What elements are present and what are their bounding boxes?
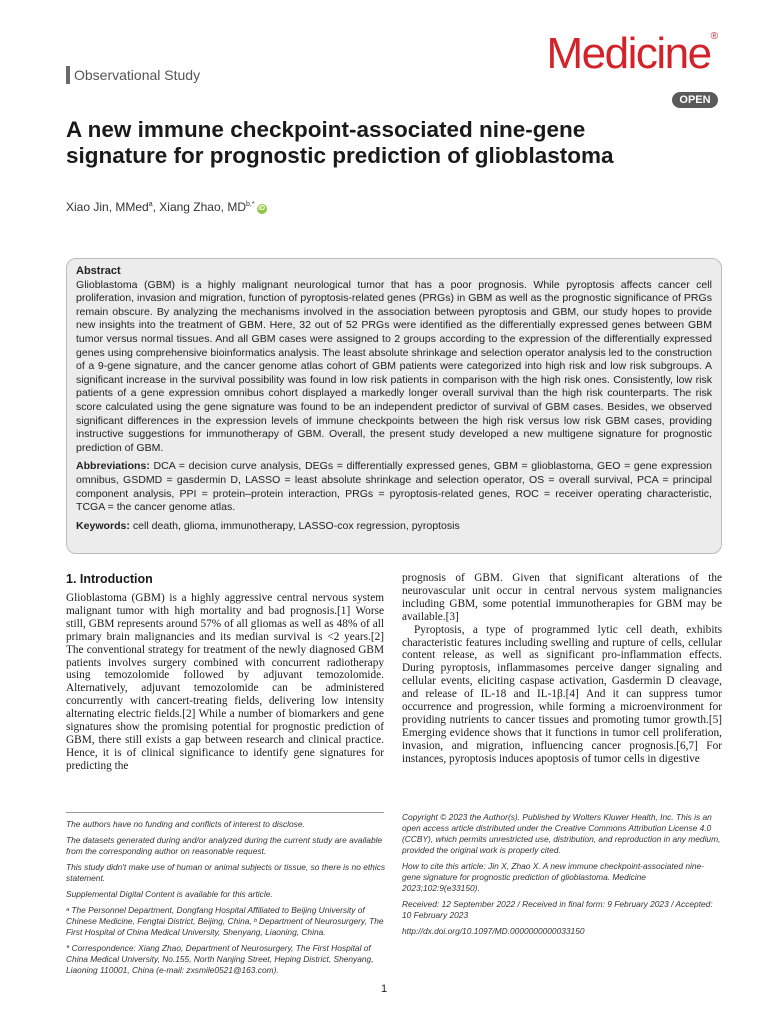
footnotes-left [66, 812, 386, 981]
footnotes-right [402, 812, 722, 942]
abbreviations-label: Abbreviations: [76, 460, 150, 473]
section-name: Observational Study [74, 67, 201, 83]
section-bar [66, 66, 70, 84]
introduction-heading: 1. Introduction [66, 572, 153, 586]
keywords [76, 520, 712, 534]
abbreviations [76, 460, 712, 514]
keywords-text: cell death, glioma, immunotherapy, LASSO-cox regression, pyroptosis [129, 519, 460, 532]
abstract-box [66, 258, 722, 554]
registered-mark: ® [710, 31, 718, 42]
footnote-divider [66, 812, 384, 813]
journal-logo [546, 29, 718, 78]
footnote-funding: The authors have no funding and conflicts of interest to disclose. [66, 819, 305, 829]
author-2-name: Xiang Zhao, MD [159, 200, 246, 214]
footnote-ethics: This study didn't make use of human or animal subjects or tissue, so there is no ethics statement. [66, 862, 386, 883]
article-title: A new immune checkpoint-associated nine-gene signature for prognostic prediction of glioblastoma [66, 117, 614, 168]
orcid-icon[interactable]: iD [258, 205, 266, 212]
intro-paragraph-2: Pyroptosis, a type of programmed lytic cell death, exhibits characteristic features including swelling and rupture of cells, cellular content release, as well as significant pro-inflammation effects. During pyroptosis, inflammasomes perceive danger signaling and cellular events, eliciting caspase activation, Gasdermin D cleavage, and release of IL-18 and IL-1β.[4] And it can suppress tumor occurrence and progression, while forming a microenvironment for providing nutrients to cancer tissues and promoting tumor growth.[5] Emerging evidence shows that it functions in tumor cell proliferation, invasion, and migration, influencing cancer prognosis.[6,7] For instances, pyroptosis induces apoptosis of tumor cells in digestive [402, 623, 722, 765]
author-list: Xiao Jin, MMed$^a$, Xiang Zhao, $MD^{b,*}iD$ [66, 200, 266, 214]
footnote-dates: Received: 12 September 2022 / Received in final form: 9 February 2023 / Accepted: 10 February 2023 [402, 899, 713, 920]
abstract-text: Glioblastoma (GBM) is a highly malignant neurological tumor that has a poor prognosis. While pyroptosis affects cancer cell proliferation, invasion and migration, function of pyroptosis-related genes (PRGs) in GBM as well as the prognostic significance of PRGs remain obscure. By analyzing the mechanisms involved in the association between pyroptosis and GBM, our study hopes to provide new insights into the treatment of GBM. Here, 32 out of 52 PRGs were identified as the differentially expressed genes between GBM tumor versus normal tissues. And all GBM cases were assigned to 2 groups according to the expression of the differentially expressed genes using comprehensive bioinformatics analysis. The least absolute shrinkage and selection operator analysis led to the construction of a 9-gene signature, and the cancer genome atlas cohort of GBM patients were categorized into high risk and low risk subgroups. A significant increase in the survival possibility was found in low risk patients in comparison with the high risk ones. Consistently, low risk patients of a gene expression omnibus cohort displayed a markedly longer overall survival than the high risk counterparts. The risk score calculated using the gene signature was found to be an independent predictor of survival of GBM cases. Besides, we observed significant differences in the expression levels of immune checkpoints between the high risk versus low risk GBM cases, providing instructive suggestions for immunotherapy of GBM. Overall, the present study developed a new multigene signature for prognostic prediction of GBM. [76, 278, 712, 454]
body-column-right [402, 572, 722, 766]
footnote-supplemental: Supplemental Digital Content is available for this article. [66, 889, 273, 899]
footnote-doi-link[interactable]: http://dx.doi.org/10.1097/MD.0000000000033150 [402, 926, 585, 936]
footnote-data-availability: The datasets generated during and/or analyzed during the current study are available from the corresponding author on reasonable request. [66, 835, 383, 856]
author-2-affiliation: b,* [246, 201, 255, 208]
page-number: 1 [380, 983, 388, 995]
footnote-copyright: Copyright © 2023 the Author(s). Published by Wolters Kluwer Health, Inc. This is an open access article distributed under the Creative Commons Attribution License 4.0 (CCBY), which permits unrestricted use, distribution, and reproduction in any medium, provided the original work is properly cited. [402, 812, 721, 855]
article-section-label [66, 66, 200, 84]
intro-paragraph-continued: prognosis of GBM. Given that significant alterations of the neurovascular unit occur in central nervous system malignancies including GBM, some potential immunotherapies for GBM may be available.[3] [402, 572, 722, 623]
abbreviations-text: DCA = decision curve analysis, DEGs = differentially expressed genes, GBM = glioblastoma, GEO = gene expression omnibus, GSDMD = gasdermin D, LASSO = least absolute shrinkage and selection operator, OS = overall survival, PCA = principal component analysis, PPI = protein–protein interaction, PRGs = pyroptosis-related genes, ROC = receiver operating characteristic, TCGA = the cancer genome atlas. [76, 460, 712, 514]
author-1-name: Xiao Jin, MMed [66, 200, 149, 214]
keywords-label: Keywords: [76, 519, 130, 532]
open-access-badge: OPEN [672, 92, 718, 108]
author-1-affiliation: a [148, 201, 153, 208]
footnote-citation: How to cite this article: Jin X, Zhao X. A new immune checkpoint-associated nine-gene signature for prognostic prediction of glioblastoma. Medicine 2023;102:9(e33150). [402, 861, 704, 893]
footnote-affiliations: ᵃ The Personnel Department, Dongfang Hospital Affiliated to Beijing University of Chinese Medicine, Fengtai District, Beijing, China, ᵇ Department of Neurosurgery, The First Hospital of China Medical University, Shenyang, Liaoning, China. [66, 905, 384, 937]
footnote-correspondence: * Correspondence: Xiang Zhao, Department of Neurosurgery, The First Hospital of China Medical University, No.155, North Nanjing Street, Heping District, Shenyang, Liaoning 110001, China (e-mail: zxsmile0521@163.com). [66, 943, 374, 975]
intro-paragraph-1: Glioblastoma (GBM) is a highly aggressive central nervous system malignant tumor with high mortality and bad prognosis.[1] Worse still, GBM represents around 57% of all gliomas as well as 48% of all primary brain malignancies and its median survival is <2 years.[2] The conventional strategy for treatment of the newly diagnosed GBM patients involves surgery combined with concurrent radiotherapy using temozolomide followed by adjuvant temozolomide. Alternatively, adjuvant temozolomide can be administered concurrently with cancert-treating fields, delivering low intensity alternating electric fields.[2] While a number of biomarkers and gene signatures show the promising potential for prognostic prediction of GBM, there still exists a gap between research and clinical practice. Hence, it is of clinical significance to identify gene signatures for predicting the [66, 592, 384, 772]
journal-name: Medicine [546, 29, 711, 78]
abstract-heading: Abstract [76, 265, 121, 277]
body-column-left [66, 572, 384, 773]
